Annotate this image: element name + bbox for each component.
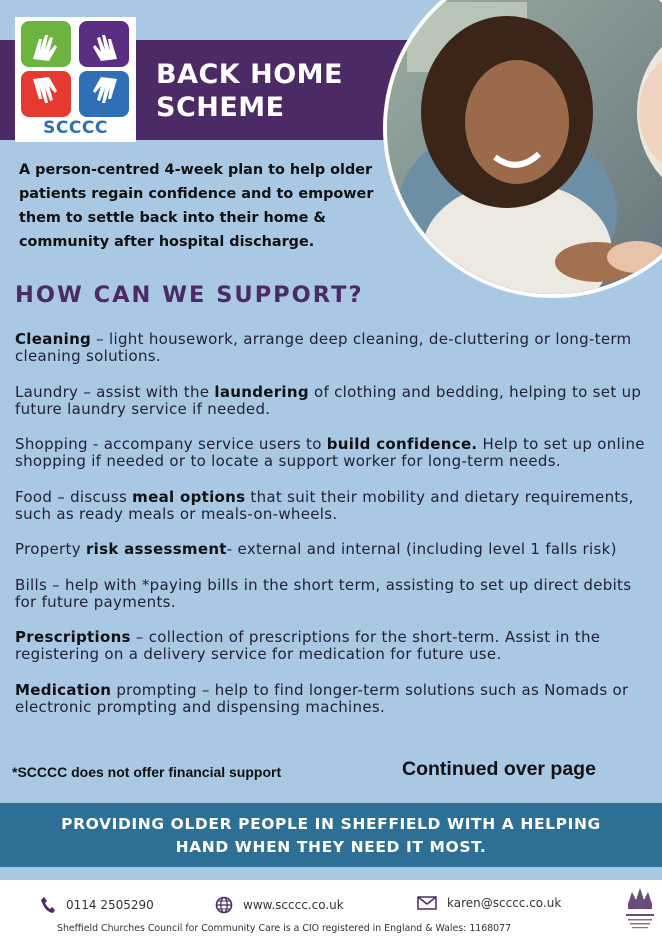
crown-icon bbox=[622, 884, 658, 936]
phone-number: 0114 2505290 bbox=[66, 898, 154, 912]
support-item-prescriptions: Prescriptions – collection of prescriptions for the short-term. Assist in the registering on a delivery service for medication for future use. bbox=[15, 628, 601, 663]
support-item-bills: Bills – help with *paying bills in the short term, assisting to set up direct debits for future payments. bbox=[15, 575, 632, 611]
support-item-laundry: Laundry – assist with the laundering of clothing and bedding, helping to set up future laundry service if needed. bbox=[15, 382, 642, 418]
website-link: www.scccc.co.uk bbox=[243, 898, 344, 912]
support-item-cleaning: Cleaning – light housework, arrange deep cleaning, de-cluttering or long-term cleaning solutions. bbox=[15, 330, 632, 365]
phone-contact[interactable] bbox=[40, 896, 154, 914]
phone-icon bbox=[40, 896, 56, 914]
financial-footnote: *SCCCC does not offer financial support bbox=[12, 764, 282, 780]
website-contact[interactable] bbox=[215, 896, 344, 914]
support-item-medication: Medication prompting – help to find longer-term solutions such as Nomads or electronic prompting and dispensing machines. bbox=[15, 680, 629, 716]
section-heading: HOW CAN WE SUPPORT? bbox=[15, 282, 364, 308]
intro-text: A person-centred 4-week plan to help older patients regain confidence and to empower them to settle back into their home & community after hospital discharge. bbox=[19, 162, 374, 250]
envelope-icon bbox=[417, 896, 437, 910]
continued-note: Continued over page bbox=[402, 758, 596, 780]
charity-registration: Sheffield Churches Council for Community Care is a CIO registered in England & Wales: 1168077 bbox=[57, 923, 512, 934]
support-item-food: Food – discuss meal options that suit their mobility and dietary requirements, such as ready meals or meals-on-wheels. bbox=[15, 487, 634, 523]
support-item-risk-assessment: Property risk assessment- external and internal (including level 1 falls risk) bbox=[15, 540, 617, 558]
title-line-2: SCHEME bbox=[156, 92, 285, 123]
email-address: karen@scccc.co.uk bbox=[447, 896, 562, 910]
banner-line-1: PROVIDING OLDER PEOPLE IN SHEFFIELD WITH A HELPING bbox=[61, 815, 601, 833]
hands-logo-graphic bbox=[15, 17, 136, 117]
support-item-shopping: Shopping - accompany service users to build confidence. Help to set up online shopping if needed or to locate a support worker for long-term needs. bbox=[15, 435, 645, 470]
email-contact[interactable] bbox=[417, 896, 561, 910]
tagline-banner bbox=[0, 803, 662, 867]
support-list bbox=[15, 331, 655, 734]
globe-icon bbox=[215, 896, 233, 914]
carer-photo bbox=[383, 0, 662, 298]
title-line-1: BACK HOME bbox=[156, 59, 343, 90]
queens-award-crest bbox=[622, 884, 658, 936]
banner-line-2: HAND WHEN THEY NEED IT MOST. bbox=[175, 838, 487, 856]
page-title bbox=[156, 58, 416, 124]
contact-footer bbox=[0, 880, 662, 940]
logo-text: SCCCC bbox=[43, 118, 108, 138]
scccc-logo bbox=[15, 17, 136, 142]
